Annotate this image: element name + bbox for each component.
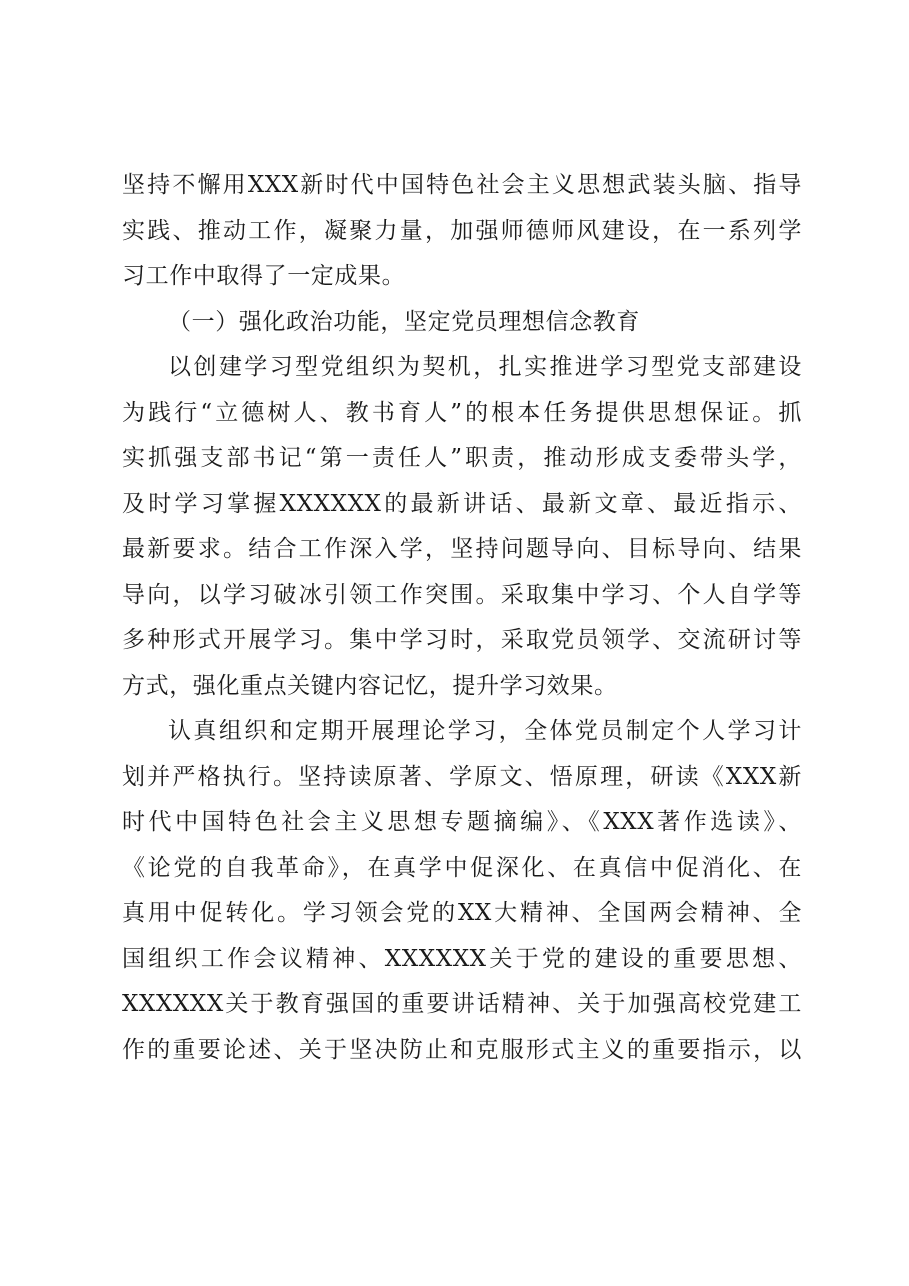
text-line: 实践、推动工作，凝聚力量，加强师德师风建设，在一系列学 (122, 217, 802, 244)
text-line: 作的重要论述、关于坚决防止和克服形式主义的重要指示，以 (122, 1036, 802, 1063)
text-line: 最新要求。结合工作深入学，坚持问题导向、目标导向、结果 (122, 536, 802, 562)
text-line: 方式，强化重点关键内容记忆，提升学习效果。 (122, 672, 618, 699)
section-heading-text: （一）强化政治功能，坚定党员理想信念教育 (168, 308, 640, 335)
text-line: 为践行“立德树人、教书育人”的根本任务提供思想保证。抓 (122, 399, 802, 426)
text-line: 实抓强支部书记“第一责任人”职责，推动形成支委带头学， (122, 445, 802, 471)
text-line: 以创建学习型党组织为契机，扎实推进学习型党支部建设 (168, 354, 802, 380)
document-body (122, 163, 802, 1073)
section-heading (122, 300, 802, 346)
text-line: 国组织工作会议精神、XXXXXX关于党的建设的重要思想、 (122, 945, 802, 972)
text-line: 坚持不懈用XXX新时代中国特色社会主义思想武装头脑、指导 (122, 172, 802, 198)
text-line: 《论党的自我革命》，在真学中促深化、在真信中促消化、在 (122, 854, 802, 881)
text-line: 时代中国特色社会主义思想专题摘编》、《XXX著作选读》、 (122, 809, 802, 835)
text-line: 划并严格执行。坚持读原著、学原文、悟原理，研读《XXX新 (122, 763, 802, 790)
text-line: 及时学习掌握XXXXXX的最新讲话、最新文章、最近指示、 (122, 490, 802, 517)
text-line: 认真组织和定期开展理论学习，全体党员制定个人学习计 (168, 718, 802, 744)
paragraph-intro-continuation (122, 163, 802, 300)
text-line: 习工作中取得了一定成果。 (122, 263, 406, 289)
paragraph-learning-organization (122, 345, 802, 709)
text-line: XXXXXX关于教育强国的重要讲话精神、关于加强高校党建工 (122, 991, 802, 1017)
text-line: 导向，以学习破冰引领工作突围。采取集中学习、个人自学等 (122, 581, 802, 608)
text-line: 真用中促转化。学习领会党的XX大精神、全国两会精神、全 (122, 900, 802, 926)
text-line: 多种形式开展学习。集中学习时，采取党员领学、交流研讨等 (122, 627, 802, 653)
paragraph-theory-study (122, 709, 802, 1073)
